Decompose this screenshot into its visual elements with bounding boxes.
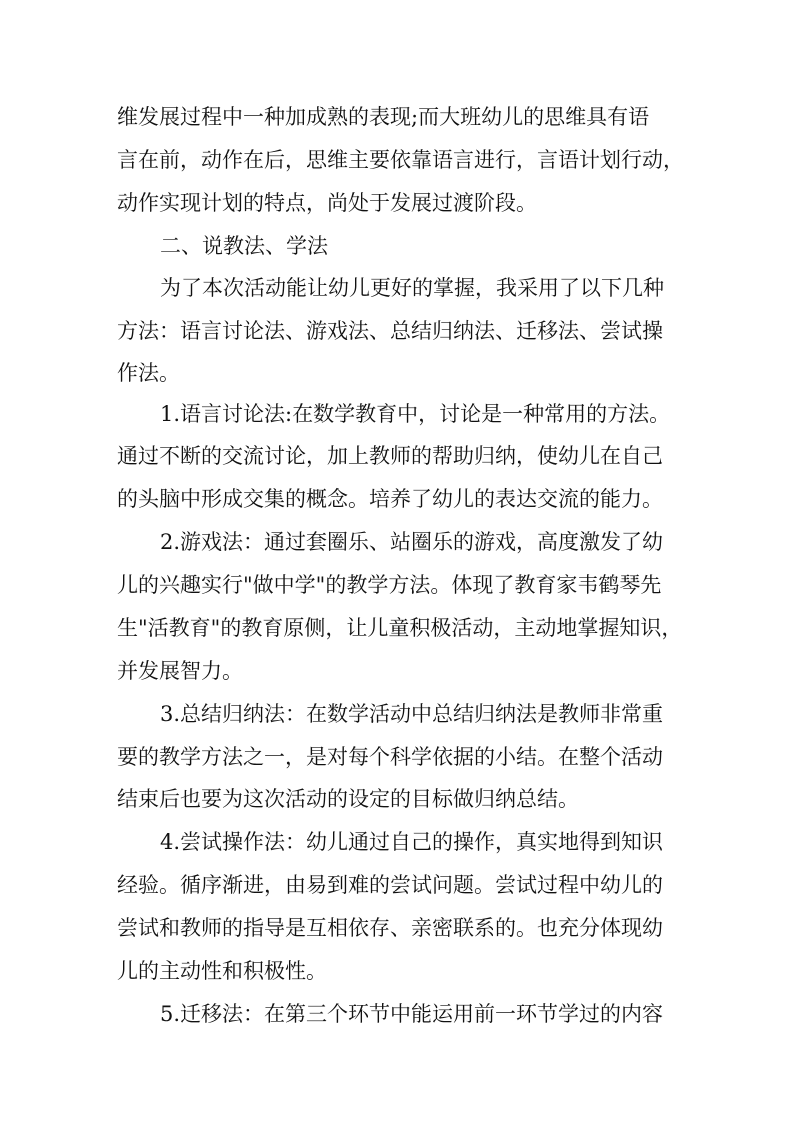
body-text-line: 生"活教育"的教育原侧，让儿童积极活动，主动地掌握知识，	[117, 616, 683, 640]
body-text-line: 儿的兴趣实行"做中学"的教学方法。体现了教育家韦鹤琴先	[117, 573, 662, 597]
list-item-3-first-line: 3.总结归纳法：在数学活动中总结归纳法是教师非常重	[160, 702, 664, 726]
paragraph-first-line: 为了本次活动能让幼儿更好的掌握，我采用了以下几种	[160, 276, 664, 300]
body-text-line: 言在前，动作在后，思维主要依靠语言进行，言语计划行动，	[117, 148, 684, 172]
body-text-line: 并发展智力。	[117, 659, 243, 683]
list-item-4-first-line: 4.尝试操作法：幼儿通过自己的操作，真实地得到知识	[160, 830, 664, 854]
body-text-line: 动作实现计划的特点，尚处于发展过渡阶段。	[117, 191, 537, 215]
body-text-line: 要的教学方法之一，是对每个科学依据的小结。在整个活动	[117, 745, 663, 769]
body-text-line: 儿的主动性和积极性。	[117, 959, 327, 983]
body-text-line: 尝试和教师的指导是互相依存、亲密联系的。也充分体现幼	[117, 916, 663, 940]
list-item-1-first-line: 1.语言讨论法:在数学教育中，讨论是一种常用的方法。	[160, 402, 671, 426]
list-item-2-first-line: 2.游戏法：通过套圈乐、站圈乐的游戏，高度激发了幼	[160, 530, 664, 554]
body-text-line: 结束后也要为这次活动的设定的目标做归纳总结。	[117, 787, 579, 811]
body-text-line: 经验。循序渐进，由易到难的尝试问题。尝试过程中幼儿的	[117, 873, 663, 897]
body-text-line: 作法。	[117, 361, 180, 385]
list-item-5-first-line: 5.迁移法：在第三个环节中能运用前一环节学过的内容	[160, 1002, 664, 1026]
body-text-line: 维发展过程中一种加成熟的表现;而大班幼儿的思维具有语	[117, 105, 650, 129]
body-text-line: 方法：语言讨论法、游戏法、总结归纳法、迁移法、尝试操	[117, 319, 663, 343]
body-text-line: 通过不断的交流讨论，加上教师的帮助归纳，使幼儿在自己	[117, 444, 663, 468]
body-text-line: 的头脑中形成交集的概念。培养了幼儿的表达交流的能力。	[117, 487, 663, 511]
section-heading: 二、说教法、学法	[160, 234, 328, 258]
